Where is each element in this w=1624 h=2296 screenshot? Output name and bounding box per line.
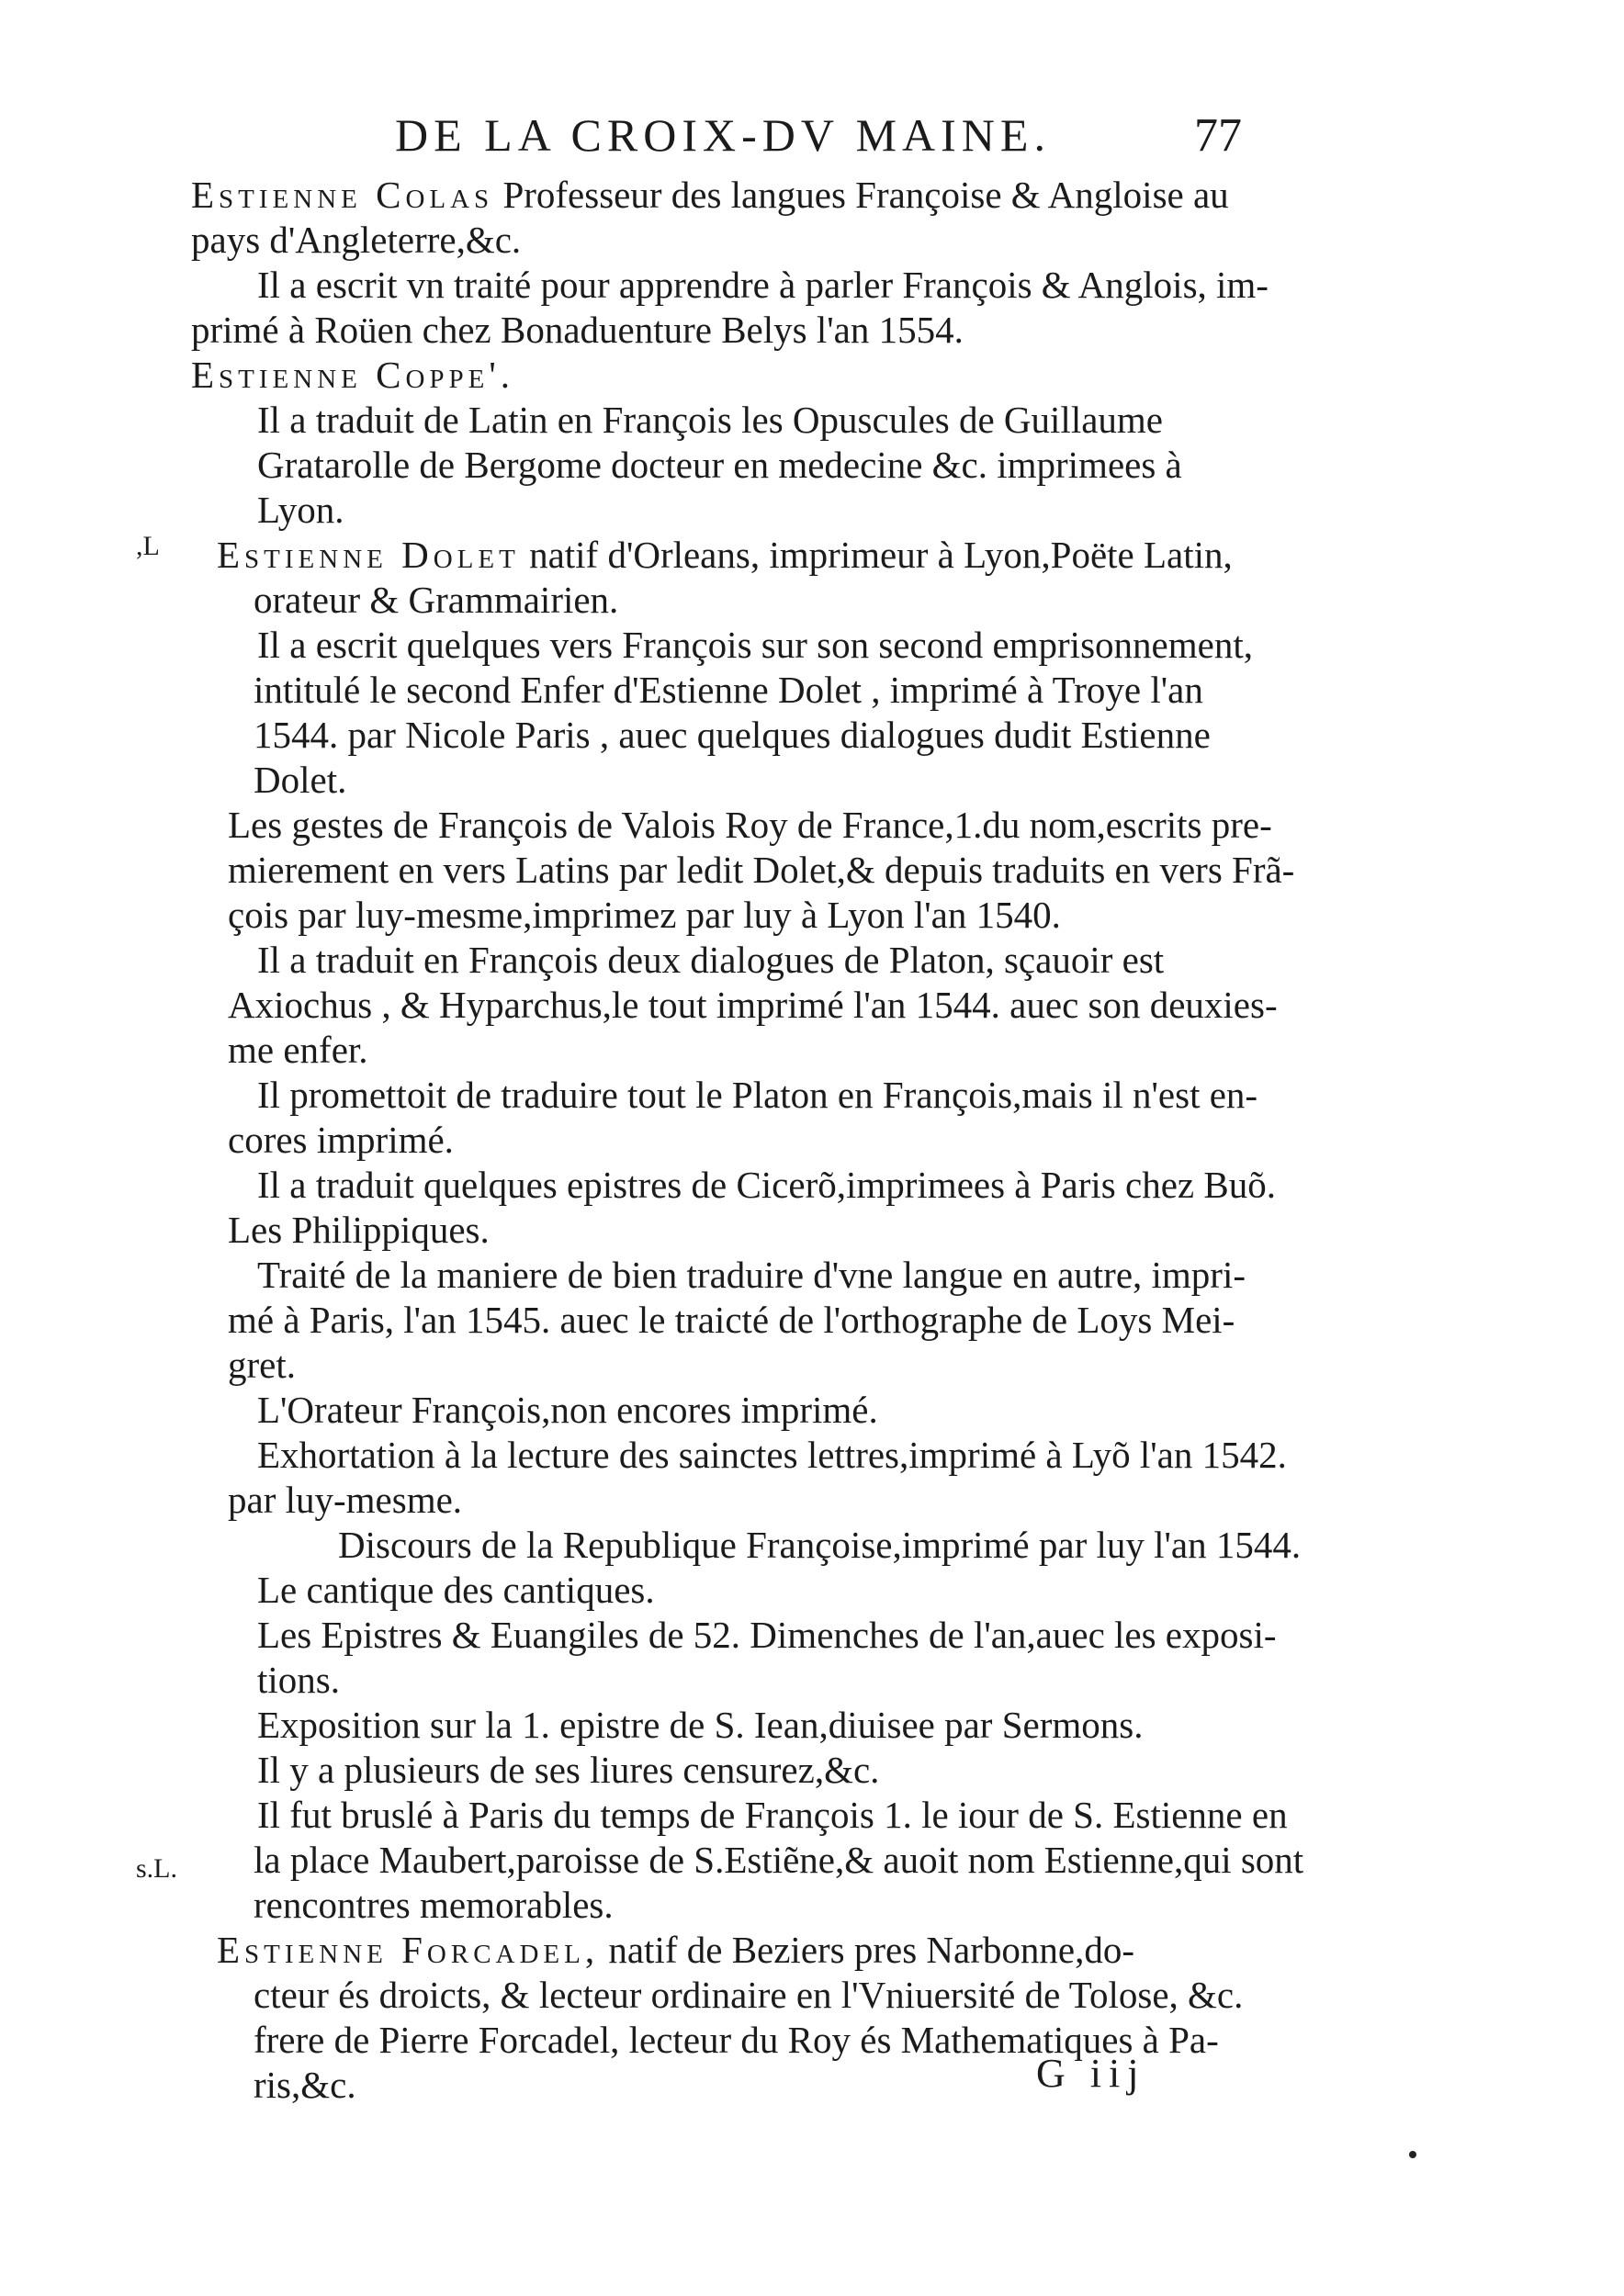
margin-note-dolet: ,L — [136, 531, 160, 561]
running-head: DE LA CROIX-DV MAINE. — [395, 109, 1051, 161]
entry-name: Estienne Forcadel, — [217, 1929, 600, 1971]
text-line: Gratarolle de Bergome docteur en medecine &c. imprimees à — [257, 444, 1182, 486]
text-line: Les Philippiques. — [228, 1209, 490, 1251]
text-line: Il promettoit de traduire tout le Platon en François,mais il n'est en- — [257, 1074, 1258, 1116]
text-line: tions. — [257, 1659, 340, 1701]
text-line: cteur és droicts, & lecteur ordinaire en l'Vniuersité de Tolose, &c. — [254, 1974, 1244, 2016]
margin-note-forcadel: s.L. — [136, 1853, 177, 1884]
signature-mark: G iij — [1036, 2051, 1146, 2096]
entry-text: Professeur des langues Françoise & Angloise au — [502, 174, 1229, 216]
text-line: Il fut bruslé à Paris du temps de François 1. le iour de S. Estienne en — [257, 1794, 1288, 1836]
text-line: Axiochus , & Hyparchus,le tout imprimé l'an 1544. auec son deuxies- — [228, 984, 1278, 1026]
text-line: cores imprimé. — [228, 1119, 454, 1161]
text-line: ris,&c. — [254, 2064, 356, 2106]
text-line: çois par luy-mesme,imprimez par luy à Lyon l'an 1540. — [228, 894, 1061, 936]
text-line: Les gestes de François de Valois Roy de France,1.du nom,escrits pre- — [228, 804, 1272, 846]
text-line: Dolet. — [254, 759, 347, 801]
text-line: Il a traduit quelques epistres de Cicerõ,imprimees à Paris chez Buõ. — [257, 1164, 1276, 1206]
text-line: Le cantique des cantiques. — [257, 1569, 655, 1611]
text-line: Lyon. — [257, 489, 344, 531]
entry-name: Estienne Coppe'. — [191, 354, 515, 396]
text-line: la place Maubert,paroisse de S.Estiẽne,& auoit nom Estienne,qui sont — [254, 1839, 1304, 1881]
text-line: gret. — [228, 1344, 296, 1386]
entry-name: Estienne Dolet — [217, 534, 520, 576]
page-number: 77 — [1194, 109, 1242, 162]
text-line: mé à Paris, l'an 1545. auec le traicté de l'orthographe de Loys Mei- — [228, 1299, 1235, 1341]
ink-speck — [1409, 2151, 1416, 2158]
text-line: Exposition sur la 1. epistre de S. Iean,diuisee par Sermons. — [257, 1704, 1144, 1746]
text-line: 1544. par Nicole Paris , auec quelques dialogues dudit Estienne — [254, 714, 1211, 756]
text-line: mierement en vers Latins par ledit Dolet,& depuis traduits en vers Frã- — [228, 849, 1295, 891]
text-line: par luy-mesme. — [228, 1479, 463, 1521]
text-line: Il a traduit de Latin en François les Opuscules de Guillaume — [257, 399, 1164, 441]
entry-coppe-head — [191, 353, 1280, 398]
text-line: pays d'Angleterre,&c. — [191, 219, 522, 261]
text-line: Il a traduit en François deux dialogues de Platon, sçauoir est — [257, 939, 1165, 981]
text-line: Il a escrit vn traité pour apprendre à parler François & Anglois, im- — [257, 264, 1269, 306]
text-line: Il a escrit quelques vers François sur son second emprisonnement, — [257, 624, 1253, 666]
text-line: intitulé le second Enfer d'Estienne Dolet , imprimé à Troye l'an — [254, 669, 1203, 711]
entry-colas-head — [191, 173, 1280, 218]
entry-name: Estienne Colas — [191, 174, 494, 216]
entry-text: natif de Beziers pres Narbonne,do- — [608, 1929, 1134, 1971]
entry-text: natif d'Orleans, imprimeur à Lyon,Poëte Latin, — [529, 534, 1233, 576]
text-line: primé à Roüen chez Bonaduenture Belys l'an 1554. — [191, 309, 964, 351]
text-line: Les Epistres & Euangiles de 52. Dimenches de l'an,auec les exposi- — [257, 1614, 1277, 1656]
text-line: Traité de la maniere de bien traduire d'vne langue en autre, impri- — [257, 1254, 1246, 1296]
text-line: me enfer. — [228, 1029, 368, 1071]
text-line: rencontres memorables. — [254, 1884, 614, 1926]
entry-forcadel-head — [191, 1928, 1280, 1973]
text-line: Il y a plusieurs de ses liures censurez,&c. — [257, 1749, 880, 1791]
text-line: Discours de la Republique Françoise,imprimé par luy l'an 1544. — [338, 1524, 1302, 1566]
text-line: L'Orateur François,non encores imprimé. — [257, 1389, 878, 1431]
main-text — [191, 173, 1304, 2108]
entry-dolet-head — [191, 533, 1280, 578]
text-line: Exhortation à la lecture des sainctes lettres,imprimé à Lyõ l'an 1542. — [257, 1434, 1287, 1476]
text-line: orateur & Grammairien. — [254, 579, 619, 621]
text-line: frere de Pierre Forcadel, lecteur du Roy és Mathematiques à Pa- — [254, 2019, 1219, 2061]
